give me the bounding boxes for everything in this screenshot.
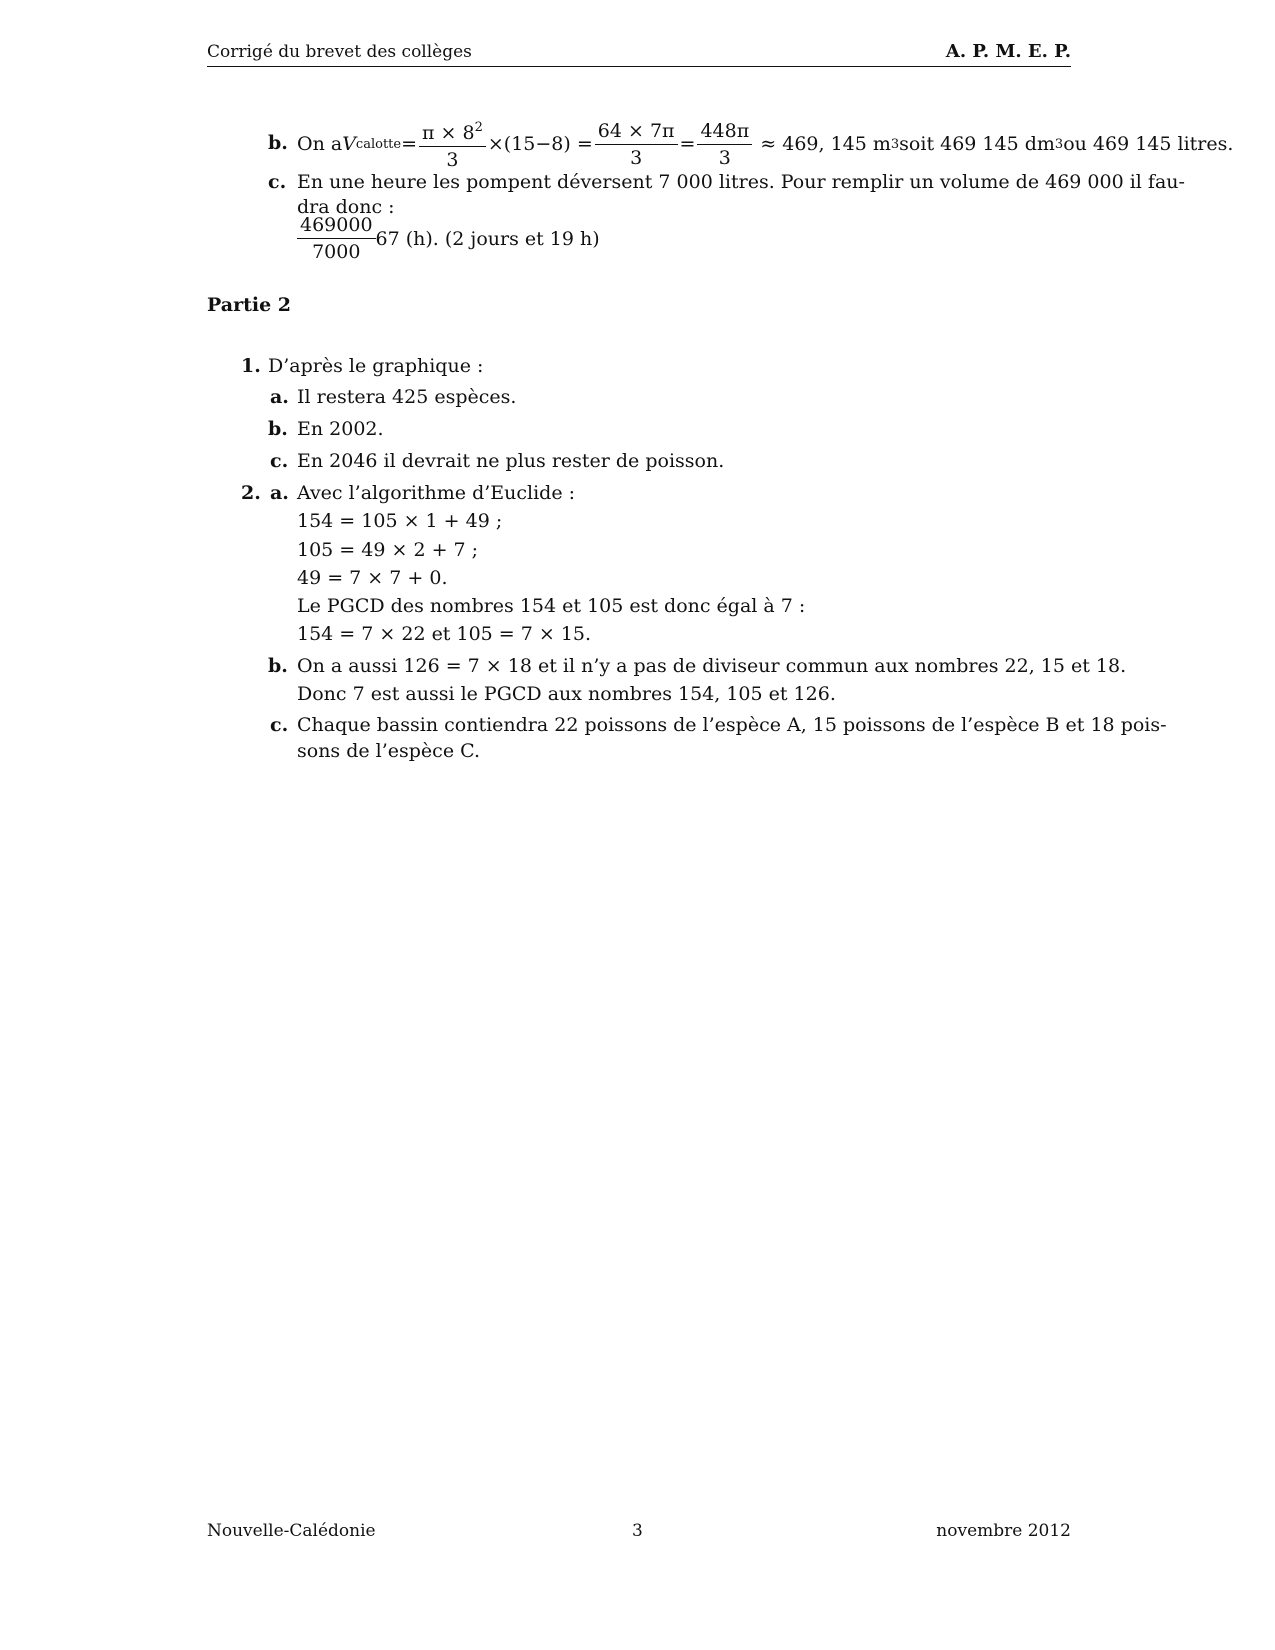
formula-soit-exp: 3 — [1054, 136, 1064, 152]
q1c-text: En 2046 il devrait ne plus rester de poisson. — [297, 450, 725, 472]
q2c-line1: Chaque bassin contiendra 22 poissons de l’espèce A, 15 poissons de l’espèce B et 18 pois- — [297, 714, 1167, 736]
item-c-label: c. — [268, 171, 287, 193]
q1-text: D’après le graphique : — [268, 355, 484, 377]
formula-soit: soit 469 145 dm — [899, 133, 1055, 155]
fraction-2 — [595, 120, 678, 169]
q1b-label: b. — [268, 418, 288, 440]
footer-date: novembre 2012 — [936, 1521, 1071, 1541]
q2c-label: c. — [270, 714, 289, 736]
footer-page-number: 3 — [632, 1521, 643, 1541]
formula-eq2: = — [679, 133, 696, 155]
item-c-result: 67 (h). (2 jours et 19 h) — [375, 227, 600, 250]
item-b-label: b. — [268, 132, 288, 154]
q2b-line1: On a aussi 126 = 7 × 18 et il n’y a pas de diviseur commun aux nombres 22, 15 et 18. — [297, 655, 1127, 677]
item-c-fraction-line — [297, 214, 600, 263]
item-c-line2: dra donc : — [297, 196, 395, 218]
formula-approx: ≈ 469, 145 m — [760, 133, 891, 155]
q1-label: 1. — [241, 355, 261, 377]
formula-ou: ou 469 145 litres. — [1063, 133, 1234, 155]
q1c-label: c. — [270, 450, 289, 472]
q2a-label: a. — [270, 482, 289, 504]
fraction-1-exp: 2 — [474, 120, 483, 135]
fraction-1 — [419, 117, 486, 171]
formula-v-sub: calotte — [355, 136, 402, 152]
fraction-1-num: π × 8 — [422, 122, 475, 144]
header-apmep: A. P. M. E. P. — [945, 41, 1071, 62]
fraction-2-den: 3 — [630, 146, 643, 169]
header-title: Corrigé du brevet des collèges — [207, 42, 472, 62]
formula-approx-exp: 3 — [890, 136, 900, 152]
formula-eq1: = — [401, 133, 418, 155]
q2a-text: Avec l’algorithme d’Euclide : — [297, 482, 576, 504]
q2b-line2: Donc 7 est aussi le PGCD aux nombres 154, 105 et 126. — [297, 683, 836, 705]
fraction-3-den: 3 — [718, 146, 731, 169]
pgcd-statement: Le PGCD des nombres 154 et 105 est donc égal à 7 : — [297, 595, 806, 617]
footer-location: Nouvelle-Calédonie — [207, 1521, 376, 1541]
item-c-line1: En une heure les pompent déversent 7 000 litres. Pour remplir un volume de 469 000 il fau- — [297, 171, 1185, 193]
formula-volume-calotte — [297, 110, 1233, 178]
formula-intro: On a — [297, 133, 343, 155]
fraction-hours-num: 469000 — [297, 214, 376, 239]
q1a-label: a. — [270, 386, 289, 408]
fraction-hours — [297, 214, 376, 263]
q2-label: 2. — [241, 482, 261, 504]
fraction-2-num: 64 × 7π — [595, 120, 678, 145]
euclid-line: 49 = 7 × 7 + 0. — [297, 567, 448, 589]
q1a-text: Il restera 425 espèces. — [297, 386, 517, 408]
q1b-text: En 2002. — [297, 418, 384, 440]
q2c-line2: sons de l’espèce C. — [297, 740, 481, 762]
q2b-label: b. — [268, 655, 288, 677]
fraction-3-num: 448π — [697, 120, 752, 145]
euclid-line: 105 = 49 × 2 + 7 ; — [297, 539, 479, 561]
fraction-3 — [697, 120, 752, 169]
formula-mid: ×(15−8) = — [487, 133, 593, 155]
header-rule — [207, 66, 1071, 67]
formula-v: V — [342, 133, 356, 155]
fraction-1-den: 3 — [446, 149, 459, 171]
fraction-hours-den: 7000 — [312, 241, 361, 263]
euclid-line: 154 = 105 × 1 + 49 ; — [297, 510, 503, 532]
section-title-partie-2: Partie 2 — [207, 294, 292, 316]
pgcd-decomposition: 154 = 7 × 22 et 105 = 7 × 15. — [297, 623, 592, 645]
